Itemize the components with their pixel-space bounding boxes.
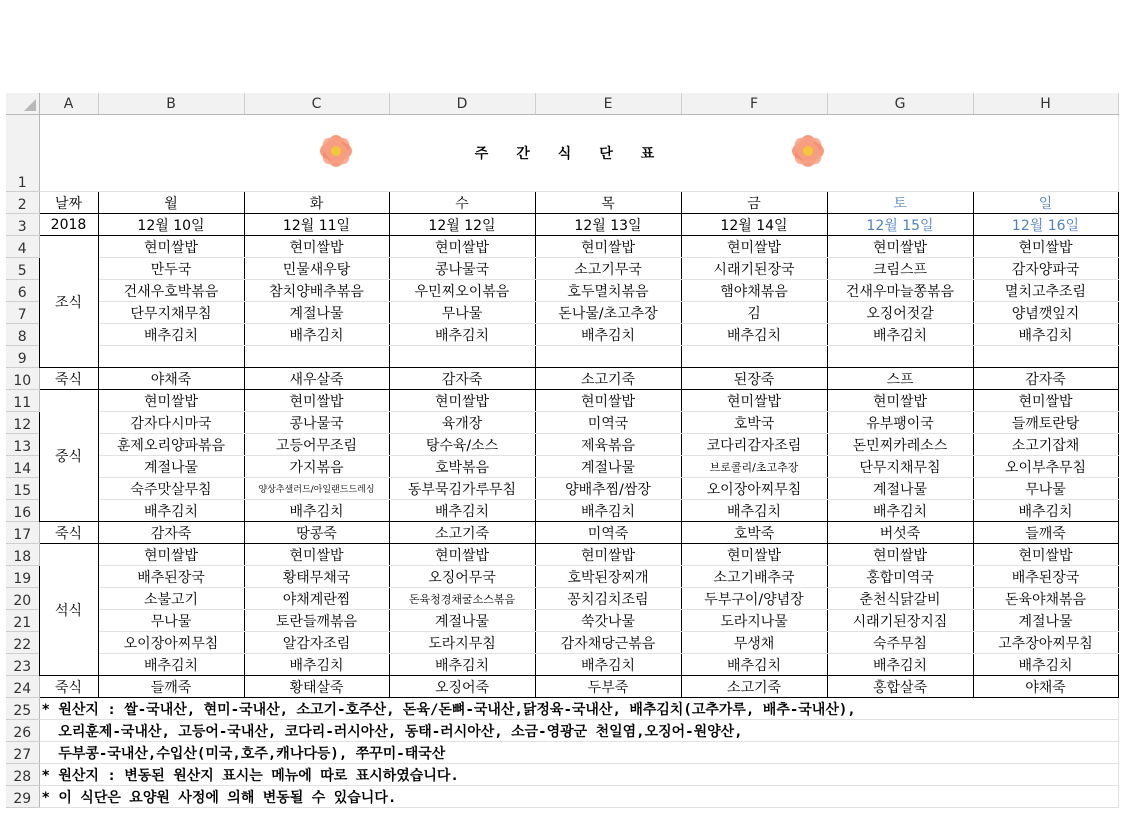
- menu-cell[interactable]: 배추된장국: [973, 566, 1118, 588]
- title-cell[interactable]: [39, 115, 1118, 192]
- menu-cell[interactable]: 무나물: [98, 610, 244, 632]
- menu-cell[interactable]: 배추김치: [244, 654, 389, 676]
- menu-cell[interactable]: 계절나물: [973, 610, 1118, 632]
- menu-cell[interactable]: 배추김치: [535, 500, 681, 522]
- menu-cell[interactable]: 건새우마늘쫑볶음: [827, 280, 973, 302]
- flower-icon: [304, 129, 368, 173]
- column-header-e[interactable]: E: [535, 93, 681, 115]
- date-cell-d[interactable]: 12월 12일: [389, 214, 535, 236]
- menu-cell[interactable]: 브로콜리/초고추장: [681, 456, 827, 478]
- date-cell-g[interactable]: 12월 15일: [827, 214, 973, 236]
- menu-cell[interactable]: 무나물: [389, 302, 535, 324]
- row-header-29[interactable]: 29: [6, 786, 39, 808]
- row-header-7[interactable]: 7: [6, 302, 39, 324]
- menu-cell[interactable]: 김: [681, 302, 827, 324]
- select-all-icon: [24, 99, 36, 111]
- menu-cell[interactable]: 두부구이/양념장: [681, 588, 827, 610]
- row-header-27[interactable]: 27: [6, 742, 39, 764]
- menu-cell[interactable]: 배추김치: [973, 324, 1118, 346]
- date-cell-h[interactable]: 12월 16일: [973, 214, 1118, 236]
- row-header-6[interactable]: 6: [6, 280, 39, 302]
- menu-cell[interactable]: [389, 346, 535, 368]
- porridge-cell[interactable]: 소고기죽: [681, 676, 827, 698]
- menu-cell[interactable]: 돈민찌카레소스: [827, 434, 973, 456]
- menu-cell[interactable]: 숙주맛살무침: [98, 478, 244, 500]
- row-header-24[interactable]: 24: [6, 676, 39, 698]
- menu-cell[interactable]: 배추김치: [244, 500, 389, 522]
- menu-cell[interactable]: 호두멸치볶음: [535, 280, 681, 302]
- porridge-cell[interactable]: 감자죽: [973, 368, 1118, 390]
- porridge-cell[interactable]: 미역죽: [535, 522, 681, 544]
- menu-cell[interactable]: 햄야채볶음: [681, 280, 827, 302]
- porridge-cell[interactable]: 들깨죽: [98, 676, 244, 698]
- menu-cell[interactable]: 황태무채국: [244, 566, 389, 588]
- row-header-19[interactable]: 19: [6, 566, 39, 588]
- row-header-23[interactable]: 23: [6, 654, 39, 676]
- porridge-cell[interactable]: 버섯죽: [827, 522, 973, 544]
- menu-cell[interactable]: 현미쌀밥: [973, 544, 1118, 566]
- menu-cell[interactable]: 야채계란찜: [244, 588, 389, 610]
- menu-cell[interactable]: 감자채당근볶음: [535, 632, 681, 654]
- menu-cell[interactable]: 계절나물: [98, 456, 244, 478]
- column-header-g[interactable]: G: [827, 93, 973, 115]
- menu-cell[interactable]: 현미쌀밥: [535, 390, 681, 412]
- column-header-b[interactable]: B: [98, 93, 244, 115]
- row-header-26[interactable]: 26: [6, 720, 39, 742]
- menu-cell[interactable]: 고추장아찌무침: [973, 632, 1118, 654]
- menu-cell[interactable]: 계절나물: [244, 302, 389, 324]
- menu-cell[interactable]: 호박국: [681, 412, 827, 434]
- menu-cell[interactable]: 양념깻잎지: [973, 302, 1118, 324]
- menu-cell[interactable]: 계절나물: [827, 478, 973, 500]
- porridge-cell[interactable]: 들깨죽: [973, 522, 1118, 544]
- row-header-20[interactable]: 20: [6, 588, 39, 610]
- date-cell-c[interactable]: 12월 11일: [244, 214, 389, 236]
- menu-cell[interactable]: 현미쌀밥: [389, 236, 535, 258]
- porridge-cell[interactable]: 오징어죽: [389, 676, 535, 698]
- day-cell-e[interactable]: 목: [535, 192, 681, 214]
- flower-icon: [776, 129, 840, 173]
- menu-cell[interactable]: 도라지나물: [681, 610, 827, 632]
- porridge-cell[interactable]: 스프: [827, 368, 973, 390]
- breakfast-label[interactable]: 조식: [39, 236, 98, 368]
- note-cell[interactable]: 오리훈제-국내산, 고등어-국내산, 코다리-러시아산, 동태-러시아산, 소금-영광군 천일염,오징어-원양산,: [39, 720, 1118, 742]
- menu-cell[interactable]: 미역국: [535, 412, 681, 434]
- menu-cell[interactable]: 고등어무조림: [244, 434, 389, 456]
- porridge-cell[interactable]: 호박죽: [681, 522, 827, 544]
- menu-cell[interactable]: 배추김치: [244, 324, 389, 346]
- menu-cell[interactable]: 참치양배추볶음: [244, 280, 389, 302]
- note-cell[interactable]: * 원산지 : 변동된 원산지 표시는 메뉴에 따로 표시하였습니다.: [39, 764, 1118, 786]
- porridge-cell[interactable]: 감자죽: [98, 522, 244, 544]
- menu-cell[interactable]: [973, 346, 1118, 368]
- note-cell[interactable]: * 원산지 : 쌀-국내산, 현미-국내산, 소고기-호주산, 돈육/돈뼈-국내산,닭정육-국내산, 배추김치(고추가루, 배추-국내산),: [39, 698, 1118, 720]
- menu-cell[interactable]: 배추김치: [973, 654, 1118, 676]
- menu-cell[interactable]: 무생채: [681, 632, 827, 654]
- column-header-a[interactable]: A: [39, 93, 98, 115]
- menu-cell[interactable]: 배추김치: [389, 500, 535, 522]
- row-header-3[interactable]: 3: [6, 214, 39, 236]
- menu-cell[interactable]: 돈육청경채굴소스볶음: [389, 588, 535, 610]
- menu-cell[interactable]: [98, 346, 244, 368]
- row-header-18[interactable]: 18: [6, 544, 39, 566]
- menu-cell[interactable]: 배추김치: [681, 500, 827, 522]
- menu-cell[interactable]: 배추김치: [98, 324, 244, 346]
- date-label-cell[interactable]: 날짜: [39, 192, 98, 214]
- day-cell-c[interactable]: 화: [244, 192, 389, 214]
- row-header-12[interactable]: 12: [6, 412, 39, 434]
- menu-cell[interactable]: 육개장: [389, 412, 535, 434]
- menu-cell[interactable]: 현미쌀밥: [973, 236, 1118, 258]
- porridge-cell[interactable]: 새우살죽: [244, 368, 389, 390]
- menu-cell[interactable]: 쑥갓나물: [535, 610, 681, 632]
- menu-cell[interactable]: 호박볶음: [389, 456, 535, 478]
- porridge1-label[interactable]: 죽식: [39, 368, 98, 390]
- menu-cell[interactable]: 현미쌀밥: [389, 544, 535, 566]
- menu-cell[interactable]: 현미쌀밥: [827, 390, 973, 412]
- menu-cell[interactable]: 단무지채무침: [98, 302, 244, 324]
- menu-cell[interactable]: 동부묵김가루무침: [389, 478, 535, 500]
- menu-cell[interactable]: 우민찌오이볶음: [389, 280, 535, 302]
- porridge-cell[interactable]: 황태살죽: [244, 676, 389, 698]
- menu-cell[interactable]: 콩나물국: [244, 412, 389, 434]
- column-header-f[interactable]: F: [681, 93, 827, 115]
- menu-cell[interactable]: 현미쌀밥: [827, 236, 973, 258]
- porridge-cell[interactable]: 감자죽: [389, 368, 535, 390]
- menu-cell[interactable]: 시래기된장지짐: [827, 610, 973, 632]
- row-header-21[interactable]: 21: [6, 610, 39, 632]
- menu-cell[interactable]: 무나물: [973, 478, 1118, 500]
- menu-cell[interactable]: 현미쌀밥: [98, 236, 244, 258]
- date-cell-f[interactable]: 12월 14일: [681, 214, 827, 236]
- row-header-28[interactable]: 28: [6, 764, 39, 786]
- menu-cell[interactable]: 현미쌀밥: [535, 544, 681, 566]
- menu-cell[interactable]: 배추김치: [973, 500, 1118, 522]
- row-header-2[interactable]: 2: [6, 192, 39, 214]
- day-cell-b[interactable]: 월: [98, 192, 244, 214]
- porridge-cell[interactable]: 된장죽: [681, 368, 827, 390]
- dinner-label[interactable]: 석식: [39, 544, 98, 676]
- menu-cell[interactable]: 코다리감자조림: [681, 434, 827, 456]
- row-header-25[interactable]: 25: [6, 698, 39, 720]
- menu-cell[interactable]: 감자다시마국: [98, 412, 244, 434]
- menu-cell[interactable]: 현미쌀밥: [244, 544, 389, 566]
- menu-cell[interactable]: 알감자조림: [244, 632, 389, 654]
- note-cell[interactable]: 두부콩-국내산,수입산(미국,호주,캐나다등), 쭈꾸미-태국산: [39, 742, 1118, 764]
- menu-cell[interactable]: 오이부추무침: [973, 456, 1118, 478]
- menu-cell[interactable]: 현미쌀밥: [98, 390, 244, 412]
- menu-cell[interactable]: 배추김치: [98, 500, 244, 522]
- menu-cell[interactable]: 배추김치: [535, 654, 681, 676]
- menu-cell[interactable]: 배추김치: [681, 324, 827, 346]
- spreadsheet[interactable]: [6, 93, 1119, 808]
- menu-cell[interactable]: 현미쌀밥: [244, 236, 389, 258]
- menu-cell[interactable]: 오이장아찌무침: [98, 632, 244, 654]
- column-header-c[interactable]: C: [244, 93, 389, 115]
- row-header-11[interactable]: 11: [6, 390, 39, 412]
- lunch-label[interactable]: 중식: [39, 390, 98, 522]
- porridge-cell[interactable]: 홍합살죽: [827, 676, 973, 698]
- menu-cell[interactable]: 현미쌀밥: [244, 390, 389, 412]
- menu-cell[interactable]: 오징어무국: [389, 566, 535, 588]
- menu-cell[interactable]: 가지볶음: [244, 456, 389, 478]
- menu-cell[interactable]: 소고기무국: [535, 258, 681, 280]
- row-header-16[interactable]: 16: [6, 500, 39, 522]
- menu-cell[interactable]: [244, 346, 389, 368]
- menu-cell[interactable]: 현미쌀밥: [681, 390, 827, 412]
- menu-cell[interactable]: 소고기배추국: [681, 566, 827, 588]
- menu-cell[interactable]: 오이장아찌무침: [681, 478, 827, 500]
- porridge-cell[interactable]: 야채죽: [98, 368, 244, 390]
- menu-cell[interactable]: 춘천식닭갈비: [827, 588, 973, 610]
- year-cell[interactable]: 2018: [39, 214, 98, 236]
- menu-cell[interactable]: 배추김치: [827, 324, 973, 346]
- menu-cell[interactable]: 숙주무침: [827, 632, 973, 654]
- porridge-cell[interactable]: 소고기죽: [535, 368, 681, 390]
- menu-cell[interactable]: 계절나물: [389, 610, 535, 632]
- menu-cell[interactable]: 소불고기: [98, 588, 244, 610]
- menu-cell[interactable]: 돈육야채볶음: [973, 588, 1118, 610]
- menu-cell[interactable]: 오징어젓갈: [827, 302, 973, 324]
- column-header-d[interactable]: D: [389, 93, 535, 115]
- menu-cell[interactable]: 배추김치: [681, 654, 827, 676]
- day-cell-f[interactable]: 금: [681, 192, 827, 214]
- porridge2-label[interactable]: 죽식: [39, 522, 98, 544]
- menu-cell[interactable]: 들깨토란탕: [973, 412, 1118, 434]
- menu-cell[interactable]: 현미쌀밥: [98, 544, 244, 566]
- menu-cell[interactable]: 소고기잡채: [973, 434, 1118, 456]
- menu-cell[interactable]: 건새우호박볶음: [98, 280, 244, 302]
- menu-cell[interactable]: [827, 346, 973, 368]
- menu-cell[interactable]: 돈나물/초고추장: [535, 302, 681, 324]
- menu-cell[interactable]: 현미쌀밥: [389, 390, 535, 412]
- note-cell[interactable]: * 이 식단은 요양원 사정에 의해 변동될 수 있습니다.: [39, 786, 1118, 808]
- menu-cell[interactable]: 크림스프: [827, 258, 973, 280]
- row-header-5[interactable]: 5: [6, 258, 39, 280]
- menu-cell[interactable]: [535, 346, 681, 368]
- date-cell-e[interactable]: 12월 13일: [535, 214, 681, 236]
- menu-cell[interactable]: [681, 346, 827, 368]
- row-header-15[interactable]: 15: [6, 478, 39, 500]
- porridge-cell[interactable]: 두부죽: [535, 676, 681, 698]
- porridge-cell[interactable]: 소고기죽: [389, 522, 535, 544]
- worksheet-grid[interactable]: [6, 93, 1119, 808]
- menu-cell[interactable]: 호박된장찌개: [535, 566, 681, 588]
- menu-cell[interactable]: 멸치고추조림: [973, 280, 1118, 302]
- menu-cell[interactable]: 배추김치: [98, 654, 244, 676]
- menu-cell[interactable]: 토란들깨볶음: [244, 610, 389, 632]
- menu-cell[interactable]: 양배추찜/쌈장: [535, 478, 681, 500]
- menu-cell[interactable]: 현미쌀밥: [827, 544, 973, 566]
- row-header-13[interactable]: 13: [6, 434, 39, 456]
- menu-cell[interactable]: 탕수육/소스: [389, 434, 535, 456]
- porridge-cell[interactable]: 땅콩죽: [244, 522, 389, 544]
- menu-cell[interactable]: 배추김치: [389, 654, 535, 676]
- menu-cell[interactable]: 꽁치김치조림: [535, 588, 681, 610]
- menu-cell[interactable]: 민물새우탕: [244, 258, 389, 280]
- menu-cell[interactable]: 도라지무침: [389, 632, 535, 654]
- menu-cell[interactable]: 배추된장국: [98, 566, 244, 588]
- day-cell-d[interactable]: 수: [389, 192, 535, 214]
- row-header-4[interactable]: 4: [6, 236, 39, 258]
- menu-cell[interactable]: 현미쌀밥: [535, 236, 681, 258]
- porridge-cell[interactable]: 야채죽: [973, 676, 1118, 698]
- day-cell-h[interactable]: 일: [973, 192, 1118, 214]
- select-all-corner[interactable]: [6, 93, 39, 115]
- day-cell-g[interactable]: 토: [827, 192, 973, 214]
- menu-cell[interactable]: 계절나물: [535, 456, 681, 478]
- menu-cell[interactable]: 현미쌀밥: [681, 544, 827, 566]
- date-cell-b[interactable]: 12월 10일: [98, 214, 244, 236]
- menu-cell[interactable]: 배추김치: [827, 500, 973, 522]
- row-header-17[interactable]: 17: [6, 522, 39, 544]
- menu-cell[interactable]: 훈제오리양파볶음: [98, 434, 244, 456]
- menu-cell[interactable]: 배추김치: [827, 654, 973, 676]
- row-header-14[interactable]: 14: [6, 456, 39, 478]
- porridge3-label[interactable]: 죽식: [39, 676, 98, 698]
- menu-cell[interactable]: 배추김치: [389, 324, 535, 346]
- row-header-9[interactable]: 9: [6, 346, 39, 368]
- menu-cell[interactable]: 양상추샐러드/아일랜드드레싱: [244, 478, 389, 500]
- menu-cell[interactable]: 단무지채무침: [827, 456, 973, 478]
- menu-cell[interactable]: 시래기된장국: [681, 258, 827, 280]
- row-header-10[interactable]: 10: [6, 368, 39, 390]
- menu-cell[interactable]: 홍합미역국: [827, 566, 973, 588]
- column-header-h[interactable]: H: [973, 93, 1118, 115]
- row-header-22[interactable]: 22: [6, 632, 39, 654]
- menu-cell[interactable]: 현미쌀밥: [973, 390, 1118, 412]
- menu-cell[interactable]: 제육볶음: [535, 434, 681, 456]
- menu-cell[interactable]: 유부팽이국: [827, 412, 973, 434]
- menu-cell[interactable]: 배추김치: [535, 324, 681, 346]
- menu-cell[interactable]: 감자양파국: [973, 258, 1118, 280]
- row-header-1[interactable]: 1: [6, 115, 39, 192]
- menu-cell[interactable]: 콩나물국: [389, 258, 535, 280]
- title-text: 주간식단표: [474, 146, 683, 162]
- menu-cell[interactable]: 현미쌀밥: [681, 236, 827, 258]
- row-header-8[interactable]: 8: [6, 324, 39, 346]
- menu-cell[interactable]: 만두국: [98, 258, 244, 280]
